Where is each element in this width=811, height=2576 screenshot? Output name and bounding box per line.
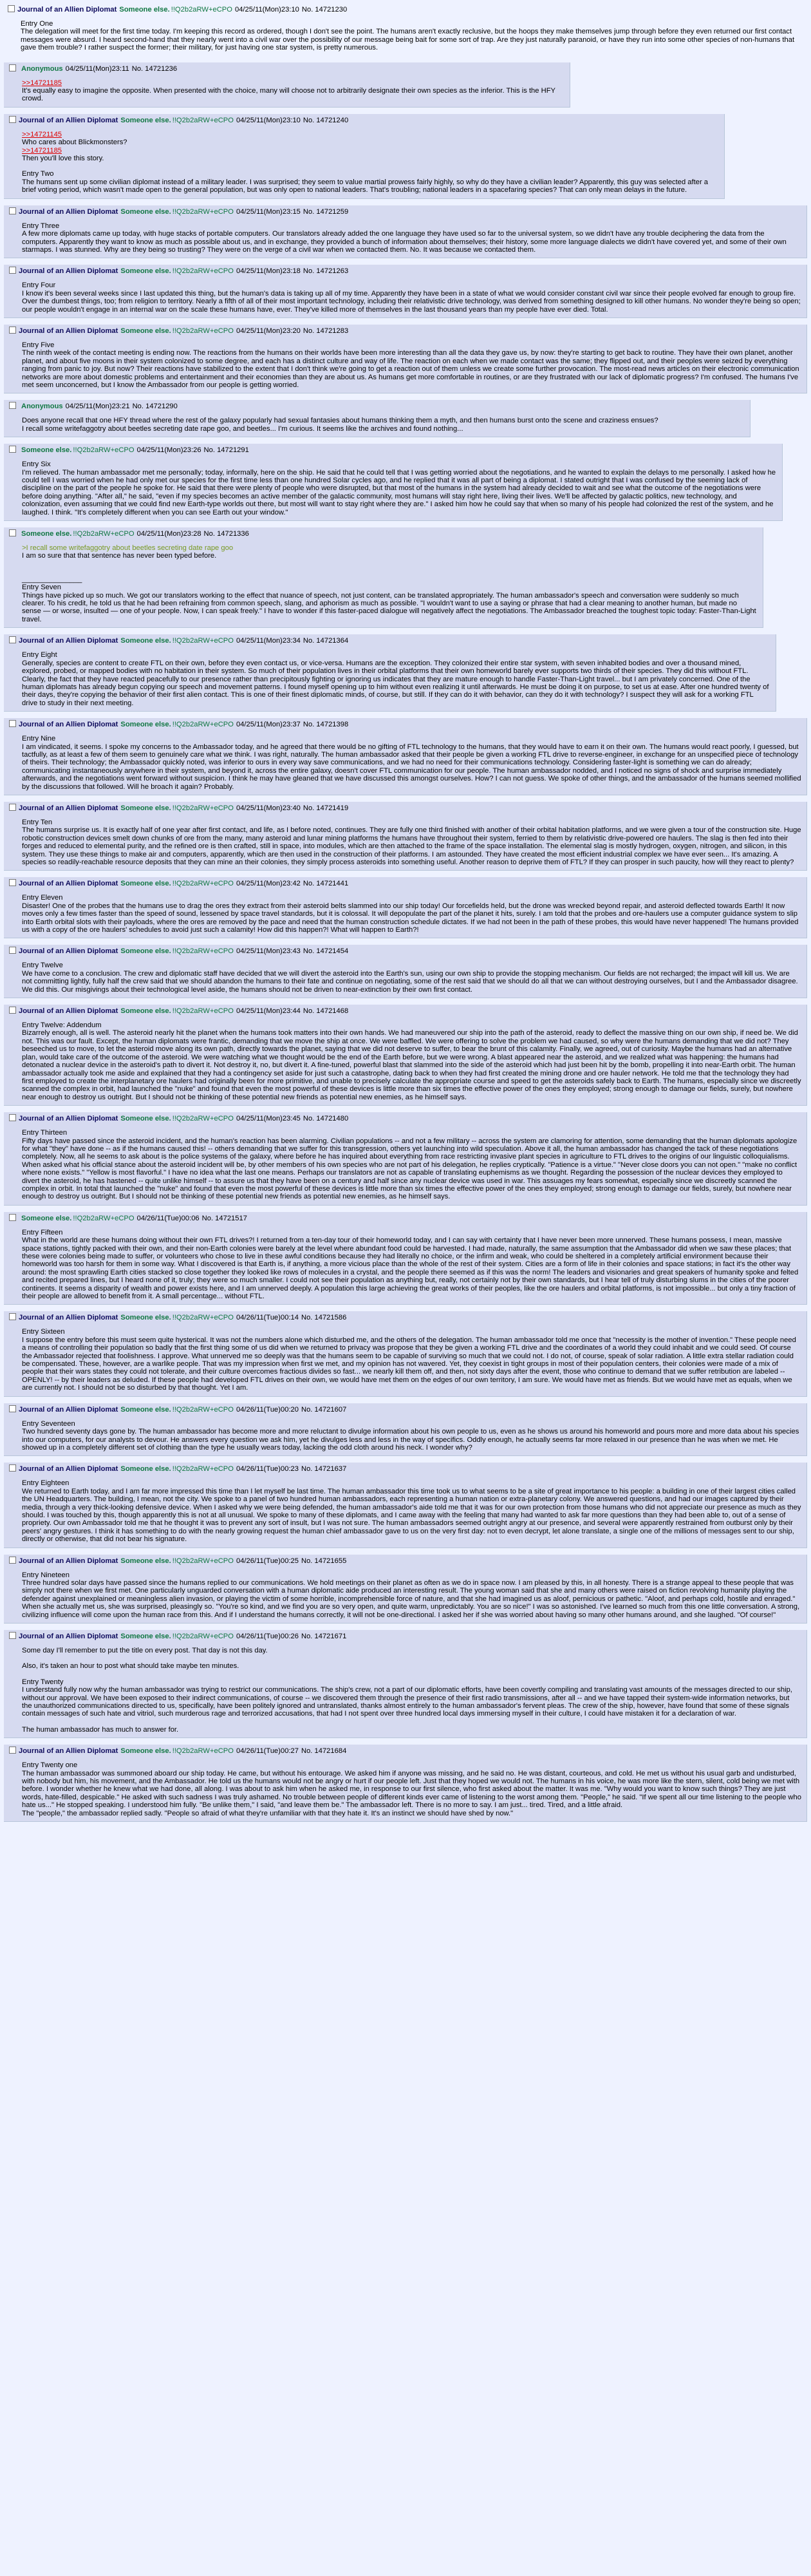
post-text-line: What in the world are these humans doing without their own FTL drives?! I returned from a ten-day tour of their homeworld today, and I can say with certainty that I have never been more unnerved. These humans possess, I mean, massive space stations, tightly packed with their own, and their non-Earth colonies were barely at the level where abundant food could be harvested. I had made, naturally, the same assumption that the Ambassador did when we saw these places; that these were colonies being made to suffer, or volunteers who chose to live in these awful conditions because they had literally no choice, or the infirm and weak, who could be sheltered in a completely artificial environment because their homeworld was too harsh for them in some way. What I discovered is that Earth is, if anything, a more vicious place than the whole of the rest of their system. Cities are a form of life in their colonies and space stations; in fact it's the other way around: the most sprawling Earth cities stacked so close together they looked like rows of molecules in a crystal, and the people there seemed as if this was the norm! The leaders and visionaries and great speakers of humanity spoke and felted and recited prepared lines, but I heard none of it, truly; they were so much smaller. I could not see their population as anything but, really, not certainly not by their own standards, but I hear tell of truly disturbing slums in the cities of the poorer continents. It seems a disparity of wealth and power exists here, and I am unnerved deeply. A population this large achieving the great works of their peoples, like the ore haulers and orbital platforms, is not impossible... but only a tiny fraction of their people are allowed to benefit from it. A small percentage... without FTL. [22,1236,801,1301]
post-text-line: Entry Eighteen [22,1479,70,1488]
post-number[interactable]: No. 14721586 [301,1314,347,1322]
post-select-checkbox[interactable] [9,327,16,334]
post-subject: Journal of an Allien Diplomat [19,1747,118,1756]
post-date: 04/25/11(Mon)23:34 [236,637,301,645]
post-header [9,207,801,217]
post-text-line [22,162,719,170]
post-body [22,961,801,994]
post-header [9,1007,801,1016]
post-text-line [22,568,758,576]
post-text-line: The human ambassador was summoned aboard our ship today. He came, but without his entourage. We asked him if anyone was missing, and he said no. He was distant, courteous, and cold. He met us without his usual garb and undisturbed, with nobody but him, his movement, and the Ambassador. He told us the humans would not be angry or hurt if our people left. Just that they hoped we would not. The humans in his voice, he was more like the stern, silent, cold being we met with before. I wonder whether he knew what we had done, all along. I was about to ask him when he asked me, in response to our first silence, who first asked about the matter. It was me. "Why would you want to know such things? They are just words, hate-filled, despicable." He asked with such sadness I was truly ashamed. No trouble between people of different kinds ever came of listening to the worst among them. "People," he said. "If we spent all our time listening to the people who hate us..." He stopped speaking. I understood him fully. "Be unlike them," I said, "and leave them be." The ambassador left. There is no more to say. I am just... tired. Tired, and a little afraid. [22,1769,804,1810]
post-header [9,1747,801,1756]
post-number[interactable]: No. 14721263 [303,267,349,276]
post-number[interactable]: No. 14721290 [132,402,178,411]
post-body [22,1328,801,1392]
post-date: 04/25/11(Mon)23:28 [136,530,201,538]
post-select-checkbox[interactable] [9,1464,16,1472]
post-text-line [22,1654,801,1662]
post-body [21,20,803,52]
post-select-checkbox[interactable] [9,116,16,123]
post-date: 04/26/11(Tue)00:23 [236,1465,299,1473]
post-subject: Journal of an Allien Diplomat [19,804,118,812]
post-text-line: Entry Five [22,341,55,349]
post-subject: Journal of an Allien Diplomat [19,1115,118,1123]
post-text-line: Entry Eleven [22,894,63,902]
post-header [9,529,758,539]
post-date: 04/26/11(Tue)00:27 [236,1747,299,1756]
post-date: 04/26/11(Tue)00:26 [236,1633,299,1640]
post-date: 04/25/11(Mon)23:42 [236,880,301,888]
poster-name: Someone else. [119,6,170,14]
post-body [22,894,801,934]
post-body [22,1479,801,1543]
post [4,945,807,998]
post-subject: Journal of an Allien Diplomat [19,1557,118,1565]
poster-name: Someone else. [21,446,72,455]
post-number[interactable]: No. 14721291 [203,446,249,455]
post [4,718,807,795]
post-number[interactable]: No. 14721671 [301,1633,347,1640]
post [4,400,750,437]
post-text-line: Entry Twelve: Addendum [22,1021,102,1030]
post-number[interactable]: No. 14721441 [303,880,349,888]
post-header [9,720,801,730]
poster-tripcode: !!Q2b2aRW+eCPO [172,721,234,729]
post-number[interactable]: No. 14721480 [303,1115,349,1123]
post-subject: Journal of an Allien Diplomat [19,1007,118,1016]
post [4,1005,807,1106]
post-text-line: Entry Seventeen [22,1419,75,1428]
post [4,1630,807,1738]
post-select-checkbox[interactable] [9,529,16,536]
post [4,444,783,521]
post-body [22,819,801,866]
post-number[interactable]: No. 14721240 [303,116,349,124]
poster-tripcode: !!Q2b2aRW+eCPO [172,1007,234,1016]
post-text-line: The human ambassador has much to answer for. [22,1725,179,1734]
post-number[interactable]: No. 14721283 [303,327,349,335]
post-text-line: Entry Twenty one [22,1761,78,1770]
post [4,1463,807,1548]
post [4,325,807,393]
post-number[interactable]: No. 14721336 [203,530,249,538]
post-text-line: Fifty days have passed since the asteroid incident, and the human's reaction has been alarming. Civilian populations -- and not a few military -- across the system are clamoring for attention, some demanding that the human diplomats apologize for what "they" have done -- as if the humans caused this! -- others demanding that we suffer for this transgression, others yet launching into wild speculation. Above it all, the human ambassador has changed the tack of these negotiations completely. Now, all he seems to ask about is the police systems of the galaxy, where before he has inquired about everything from race restricting invasive plant species in agriculture to FTL drives to the origins of our linguistic colloquialisms. When asked what his official stance about the asteroid incident will be, by other members of his own species who are not part of his delegation, he replies cryptically. "Patience is a virtue." "Never close doors you can not open." "make no conflict where none exists." "Yellow is most flavorful." I have no idea what the last one means. Perhaps our translators are not as capable of translating euphemisms as we thought. Regarding the possession of the nuclear devices they employed to divert the asteroid, he has hastened -- quite unlike himself -- to assure us that they have been on a century and half since any nuclear device was used in war. This assuages my fears somewhat, especially since we discreetly scanned the complex in orbit. In total that launched the "nuke" and found that even the most powerful of these devices is little more than six times the effective power of the ones they employed; strong enough to damage our fields, surely, but nowhere near enough to destroy us outright. But I should not be thinking of these potential new friends as potential new enemies, as he himself says. [22,1137,799,1201]
post-text-line: Who cares about Blickmonsters? [22,138,127,147]
poster-tripcode: !!Q2b2aRW+eCPO [171,6,232,14]
post-body [22,222,801,254]
post-select-checkbox[interactable] [9,1405,16,1412]
quote-link[interactable]: >>14721145 [22,130,62,138]
post-subject: Journal of an Allien Diplomat [19,1465,118,1473]
post-number[interactable]: No. 14721468 [303,1007,349,1016]
post-text-line: Also, it's taken an hour to post what should take maybe ten minutes. [22,1662,239,1671]
poster-tripcode: !!Q2b2aRW+eCPO [172,1557,234,1565]
post-date: 04/25/11(Mon)23:21 [65,402,130,411]
post-text-line: The delegation will meet for the first time today. I'm keeping this record as ordered, though I don't see the point. The humans aren't exactly reclusive, but the hoops they make themselves jump through before they even returned our first contact messages were absurd. I heard second-hand that they nearly went into a civil war over the possibility of our message being bait for some sort of trap. Are they just naturally paranoid, or have they run into some other species of non-humans that gave them trouble? I rather suspect the former; their military, for just having one star system, is pretty numerous. [21,28,797,52]
post-body [22,1229,801,1301]
post-text-line: We returned to Earth today, and I am far more impressed this time than I let myself be last time. The human ambassador this time took us to what seems to be a site of great importance to his people: a building in one of their largest cities called the UN Headquarters. The building, I mean, not the city. We spoke to a panel of two hundred human ambassadors, each representing a human nation or extra-planetary colony. We answered questions, and had our images captured by their media, through a very thick-looking defensive device. When I asked why we were being defended, the human ambassador's aide told me that it was for our own protection from those humans who did not appreciate our presence as much as they should. I was touched by this, though apparently this is not at all unusual. We spoke to many of these diplomats, and I came away with the feeling that many had wanted to ask far more questions than they had been able to, out of a sense of propriety. Our own Ambassador told me that he thought it was to prevent any sort of insult, but I was not sure. The human ambassadors seemed outright angry at our presence, and several were apparently restrained from outburst only by their peers' angry gestures. I think it has something to do with the nearly growing request the human chief ambassador gave to us on the very first day: not to even decrypt, let alone translate, a single one of the millions of messages sent to our ship, directly or otherwise, that did not bear his signature. [22,1487,803,1544]
post-text-line: Generally, species are content to create FTL on their own, before they even contact us, or vice-versa. Humans are the exception. They colonized their entire star system, with seven inhabited bodies and over a thousand mined, explored, probed, or mapped bodies with no habitation in their system. So much of their population lives in their orbital platforms that their own homeworld barely ever supports two thirds of their species. They did this without FTL. Clearly, the fact that they have reacted peacefully to our presence rather than precipitously fighting or ignoring us indicates that they are mature enough to handle Faster-Than-Light travel... but I am privately concerned. One of the human diplomats has already begun copying our speech and movement patterns. I found myself opening up to him without even realizing it until afterwards. He must be doing it on purpose, to set us at ease. After one hundred twenty of their days, they're copying the behavior of their first alien contact. This is one of their finest diplomatic minds, of course, but still. If they can do it with behavior, can they do it with technology? I suspect they will ask for a working FTL drive to study in their next meeting. [22,659,771,707]
post-select-checkbox[interactable] [8,5,15,12]
post-date: 04/26/11(Tue)00:25 [236,1557,299,1565]
post-subject: Journal of an Allien Diplomat [19,207,118,216]
post-text-line: Entry Twenty [22,1678,64,1686]
poster-tripcode: !!Q2b2aRW+eCPO [172,1747,234,1756]
poster-name: Someone else. [120,1115,171,1123]
poster-tripcode: !!Q2b2aRW+eCPO [172,116,234,124]
post-number[interactable]: No. 14721684 [301,1747,347,1756]
post-text-line: The "people," the ambassador replied sadly. "People so afraid of what they're unfamiliar with that they hate it. It's an instinct we should have shed by now." [22,1809,514,1817]
quote-link[interactable]: >>14721185 [22,79,62,87]
post-date: 04/25/11(Mon)23:11 [65,64,129,73]
post-header [9,402,745,412]
poster-name: Someone else. [21,1214,72,1222]
post-header [9,1313,801,1323]
poster-tripcode: !!Q2b2aRW+eCPO [172,1465,234,1473]
poster-tripcode: !!Q2b2aRW+eCPO [172,880,234,888]
poster-name: Someone else. [120,804,171,812]
post-text-line [22,1718,801,1726]
post-text-line [22,1671,801,1678]
post-date: 04/26/11(Tue)00:06 [136,1214,200,1222]
poster-tripcode: !!Q2b2aRW+eCPO [73,446,135,455]
post-date: 04/25/11(Mon)23:20 [236,327,301,335]
post-text-line: Does anyone recall that one HFY thread where the rest of the galaxy popularly had sexual fantasies about humans thinking them a myth, and then humans burst onto the scene and craziness ensues? [22,417,658,425]
post-text-line: Entry Four [22,281,56,290]
post-header [9,267,801,276]
poster-name: Someone else. [120,947,171,956]
post-subject: Journal of an Allien Diplomat [19,267,118,276]
post [4,114,725,199]
post-select-checkbox[interactable] [9,1214,16,1221]
post-text-line: Entry Nine [22,735,56,743]
poster-name: Someone else. [120,1633,171,1640]
post-select-checkbox[interactable] [9,1007,16,1014]
post-body [22,79,564,103]
poster-tripcode: !!Q2b2aRW+eCPO [172,1115,234,1123]
post-header [9,1632,801,1642]
post-text-line: Entry Sixteen [22,1328,65,1336]
greentext-line: >I recall some writefaggotry about beetles secreting date rape goo [22,544,234,553]
poster-name: Someone else. [120,327,171,335]
post-select-checkbox[interactable] [9,402,16,409]
post-text-line: Entry Seven [22,583,61,592]
post-text-line: Bizarrely enough, all is well. The asteroid nearly hit the planet when the humans took matters into their own hands. We had maneuvered our ship into the path of the asteroid, ready to deflect the massive thing on our own ship, if need be. We did not. This was our fault. Except, the human diplomats were frantic, demanding that we move the ship at once. We were baffled. We were offering to solve the problem we had caused, so why were the humans demanding that we did not? They beseeched us to move, to let the asteroid move along its own path, directly towards the planet, saying that we did not deserve to suffer, to bear the brunt of this calamity. Finally, we agreed, out of curiosity. Maybe the humans had an alternative plan, would take care of the outcome of the asteroid. We were watching what we thought would be the end of the Earth before, but we were wrong. A blast appeared near the asteroid, and we realized what was happening: the humans had detonated a nuclear device in the asteroid's path to divert it. Not destroy it, no, but divert it. A fine-tuned, powerful blast that slammed into the side of the asteroid which had just been hit by the bomb, propelling it into near-Earth orbit. The human ambassador actually took me aside and explained that they had a contingency set aside for just such a catastrophe, dating back to when they had first created the mining drone and ore hauler network. He told me that the technology they had first employed to create the interplanetary ore haulers had originally been for more primitive, and unable to precisely calculate the appropriate course and speed to get the asteroids safely back to Earth. The humans, especially since we discreetly scanned the complex in orbit, had launched the "nuke" and found that even the most powerful of these devices is little more than six times the effective power of the ones they employed; strong enough to damage our fields, surely, but nowhere near enough to destroy us outright. But I should not be thinking of these potential new friends as potential new enemies, as he himself says. [22,1029,803,1101]
post-date: 04/25/11(Mon)23:40 [236,804,301,812]
poster-tripcode: !!Q2b2aRW+eCPO [73,530,135,538]
post-number[interactable]: No. 14721419 [303,804,349,812]
post-body [22,1647,801,1734]
post-header [9,636,770,646]
post-body [22,341,801,389]
post-number[interactable]: No. 14721637 [301,1465,347,1473]
post-select-checkbox[interactable] [9,446,16,453]
post-date: 04/25/11(Mon)23:10 [236,116,301,124]
post-select-checkbox[interactable] [9,804,16,811]
post-select-checkbox[interactable] [9,636,16,643]
poster-name: Someone else. [120,116,171,124]
poster-name: Anonymous [21,64,63,73]
post-text-line: Entry Thirteen [22,1129,68,1137]
post [4,265,807,318]
post-text-line: Disaster! One of the probes that the humans use to drag the ores they extract from their asteroid belts slammed into our ship today! Our forcefields held, but the drone was wrecked beyond repair, and asteroid deflected towards Earth! It now moves only a few times faster than the speed of sound, lessened by space travel standards, but it is colossal. It will depopulate the part of the planet it hits, surely. I am told that the probes and ore-haulers use a computer guidance system to slip into Earth orbital slots with their payloads, where the ores are removed by the pace and need that the human construction schedule dictates. If we had not been in the path of these probes, this would have never happened! The humans provided us with a copy of the ore haulers' schedules to avoid just such a calamity! How did this happen?! What will happen to Earth?! [22,902,801,934]
poster-name: Someone else. [120,1314,171,1322]
post-number[interactable]: No. 14721259 [303,207,349,216]
poster-tripcode: !!Q2b2aRW+eCPO [172,947,234,956]
post-text-line: The humans surprise us. It is exactly half of one year after first contact, and life, as I before noted, continues. They are fully one third finished with another of their orbital habitation platforms, and we were given a tour of the construction site. Huge robotic construction devices smelt down chunks of ore from the many, many asteroid and lunar mining platforms the humans have throughout their system, ferried to them by relativistic drive-powered ore haulers. The slag is then fed into their forges and reduced to elemental purity, and the refined ore is then crafted, still in space, into modules, which are then attached to the frame of the space installation. The elemental slag is mostly hydrogen, oxygen, nitrogen, and silicon, in this system. They use these things to make air and computers, apparently, which are then used in the construction of their platforms. I am astounded. They have created the most efficient industrial complex we have ever seen... It's amazing. A species so readily-reachable resource deposits that they can mine an their colonies, they simply process asteroids into something useful. Another reason to deprive them of FTL? If they can prosper in such paucity, how will they react to plenty? [22,826,803,866]
post-body [22,1420,801,1452]
post [4,1212,807,1305]
post [4,527,763,628]
post-select-checkbox[interactable] [9,1313,16,1320]
post-header [8,5,803,15]
post-text-line: Three hundred solar days have passed since the humans replied to our communications. We hold meetings on their planet as often as we do in space now. I am pleased by this, in all honesty. There is a strange appeal to these people that was simply not there when we first met. One particularly unguarded conversation with a human diplomatic aide produced an interesting result. The young woman said that she and many others were raised on fiction revolving humanity playing the defender against unexplained or meaningless alien invasion, or playing the victim of some horrible, incomprehensible force of nature, and that she had imagined us as aloof, pernicious or pathetic. "Aloof, and perhaps cold, hostile and enraged." When she actually met us, she was surprised, pleasingly so. "You're so kind, and we find you are so very open, and quite warm, unpredictably. You are so nice!" I was so astonished. I've learned so much from this one little conversation. A strong, civilizing influence will come upon the human race from this. And if I understand the humans correctly, it will not be one-directional. I asked her if she was worried about having so many other humans around, and she laughed. "Of course!" [22,1578,802,1619]
post-header [9,1214,801,1224]
post-date: 04/25/11(Mon)23:18 [236,267,301,276]
post-text-line: Then you'll love this story. [22,155,104,163]
post [4,634,776,712]
post-text-line: Entry Two [22,170,54,178]
post-select-checkbox[interactable] [9,267,16,274]
post [4,1112,807,1206]
post-select-checkbox[interactable] [9,720,16,727]
post-text-line: Things have picked up so much. We got our translators working to the effect that nuance of speech, not just content, can be translated appropriately. The human ambassador's speech and conversation were suddenly so much clearer. To his credit, he told us that he had been refraining from common speech, slang, and aphorism as much as possible. "I wouldn't want to use a saying or phrase that had a clear meaning to another human, but made no sense — or worse, insulted — one of your people. Now, I can speak freely." I have to wonder if this faster-paced dialogue will negatively affect the negotiations. The Ambassador breached the toughest topic today: Faster-Than-Light travel. [22,591,758,623]
post-select-checkbox[interactable] [9,1557,16,1564]
post-text-line: Entry Ten [22,818,53,826]
post-subject: Journal of an Allien Diplomat [19,880,118,888]
post-select-checkbox[interactable] [9,64,16,71]
post-body [22,1021,801,1101]
poster-tripcode: !!Q2b2aRW+eCPO [172,637,234,645]
post [4,1555,807,1624]
poster-name: Someone else. [21,530,72,538]
post-subject: Journal of an Allien Diplomat [19,721,118,729]
post-header [9,116,719,126]
post-text-line: A few more diplomats came up today, with huge stacks of portable computers. Our translators already added the one language they have used so far to the universal system, so we didn't have any trouble deciphering the data from the computers. Apparently they want to know as much as possible about us, and in exchange, they provided a bunch of information about themselves; their history, some more language dialects we didn't have covered yet, and some of their own starmaps. I was stunned. Why are they being so trusting? They were on the verge of a civil war when we contacted them. No. It was because we contacted them. [22,230,788,254]
post-text-line: Entry Twelve [22,961,63,970]
post-text-line: Entry Three [22,222,60,230]
post-text-line: Entry Nineteen [22,1571,70,1579]
post-subject: Journal of an Allien Diplomat [19,116,118,124]
post [4,1745,807,1822]
poster-name: Someone else. [120,637,171,645]
post-select-checkbox[interactable] [9,1114,16,1121]
post-body [22,544,758,623]
post-select-checkbox[interactable] [9,879,16,886]
poster-name: Someone else. [120,1557,171,1565]
post-body [22,1761,804,1817]
poster-tripcode: !!Q2b2aRW+eCPO [73,1214,135,1222]
poster-tripcode: !!Q2b2aRW+eCPO [172,1314,234,1322]
post-number[interactable]: No. 14721607 [301,1405,347,1414]
post-text-line: I'm relieved. The human ambassador met me personally; today, informally, here on the ship. He said that he could tell that I was getting worried about the negotiations, and he wanted to explain the delays to me personally. I asked how he could tell I was worried when he had only met our species for the first time less than one hundred Solar cycles ago, and he replied that it was all part of being a diplomat. I stated outright that I was confused by the seeming lack of discipline on the part of the people he spoke for. He said that there were plenty of people who were disrupted, but that most of the humans in the system had already decided to wait and see what the outcome of the negotiations were before doing anything. "After all," he said, "even if my species becomes an active member of the galactic community, most humans will stay right here, living their lives. We'll be affected by galactic politics, new technology, and colonization, even assuming that we could find new Earth-type worlds out there, but most will want to stay right where they are." I asked him how he could say that when so many of his people had colonized the rest of the system, and he laughed. I think. "It's completely different when you can see Earth out your window." [22,468,778,516]
post-body [22,1571,801,1619]
post-subject: Journal of an Allien Diplomat [19,947,118,956]
post-text-line: I suppose the entry before this must seem quite hysterical. It was not the numbers alone which disturbed me, and the others of the delegation. The human ambassador told me once that "necessity is the mother of invention." These people need a means of controlling their population so badly that the first thing some of us did when we returned to privacy was propose that they be given a working FTL drive and the coordinates of a world they could inhabit and we could seed. Of course the Ambassador rejected that foolishness. I approve. What unnerved me so deeply was that the humans seem to be capable of surviving so much that we could not. I do not, of course, speak of solar radiation. A little extra stellar radiation could be compensated. These, however, are a warlike people. That was my impression when first we met, and my opinion has not wavered. Yet, they coexist in tight groups in most of their population centers, their colonies were made of a mix of people that their wars states they could not tolerate, and their culture overcomes fractious divides so fast... we nearly kill them off, and then, not sixty days after the event, those who continue to demand that we suffer retribution are labeled -- OPENLY! -- by their leaders as deluded. If these people had developed FTL drives on their own, we would have met them on the edges of our own territory, I am sure. We would have met as friends. But we would have met as equals, when we are currently not. I should not be so disturbed by that thought. Yet I am. [22,1336,798,1392]
poster-name: Someone else. [120,1405,171,1414]
post-text-line: We have come to a conclusion. The crew and diplomatic staff have decided that we will divert the asteroid into the Earth's sun, using our own ship to provide the stopping mechanism. Our fields are not recharged; the impact will kill us. We are not committing lightly, fully half the crew said that we should abandon the humans to their fate and continue on negotiating, some of the rest said that we should do all that we can without destroying ourselves, but I and the Ambassador disagree. We did this. Our misgivings about their technological level aside, the humans should not be driven to near-extinction by their own first contact. [22,969,800,994]
post-subject: Journal of an Allien Diplomat [19,1633,118,1640]
post-select-checkbox[interactable] [9,947,16,954]
post-text-line: I recall some writefaggotry about beetles secreting date rape goo, and beetles... I'm curious. It seems like the archives and found nothing... [22,424,463,433]
post-text-line: I understand fully now why the human ambassador was trying to restrict our communications. The ship's crew, not a part of our diplomatic efforts, have been covertly compiling and translating vast amounts of the messages directed to our ship, without our approval. We have been exposed to their indirect communications, of course -- we discovered them through the presence of their first radio transmissions, after all -- and we have tapped their system-wide information networks, but the unauthorized communications directed to us, specifically, have been politely ignored and untranslated, thanks almost entirely to the human ambassador's fervent pleas. The crew of the ship, however, have found that some of these signals contain messages of such hate and vitriol, such murderous rage and terrorized accusations, that had I not spent over three hundred local days immersing myself in their culture, I could have mistaken it for a declaration of war. [22,1686,795,1718]
post-text-line: Some day I'll remember to put the title on every post. That day is not this day. [22,1647,268,1654]
poster-tripcode: !!Q2b2aRW+eCPO [172,267,234,276]
post-body [22,735,801,791]
post [4,1311,807,1396]
post-body [22,1129,801,1201]
post-number[interactable]: No. 14721230 [301,6,348,14]
poster-tripcode: !!Q2b2aRW+eCPO [172,1633,234,1640]
post-number[interactable]: No. 14721454 [303,947,349,956]
post-header [9,446,777,455]
post-header [9,64,564,74]
post-date: 04/26/11(Tue)00:14 [236,1314,299,1322]
post-select-checkbox[interactable] [9,1632,16,1639]
post-text-line: The ninth week of the contact meeting is ending now. The reactions from the humans on their worlds have been more interesting than all the data they gave us, by now: they're starting to get back to routine. They have their own planet, another planet, and about five moons in their system colonized to some degree, and each has a distinct culture and way of life. The reaction on each when we made contact was the same; they flipped out, and their peoples were seized by everything ranging from panic to joy. But now? Their reactions have stabilized to the extent that I don't think we're going to get a reaction out of them unless we create some further provocation. The most-read news articles on their electronic communication networks are more about domestic problems and entertainment and their economies than they are about us. As humans get more comfortable in routines, or are they frustrated with our lack of diplomatic progress? I'm confused. The humans I've met seem unconcerned, but I know the Ambassador from our people is getting worried. [22,349,801,389]
post-date: 04/25/11(Mon)23:26 [136,446,201,455]
post-select-checkbox[interactable] [9,1747,16,1754]
post-text-line: I am vindicated, it seems. I spoke my concerns to the Ambassador today, and he agreed that there would be no gifting of FTL technology to the humans, that they would have to earn it on their own. The humans would react poorly, I guessed, but tactfully, as at least a few of them seem to genuinely care what we think. I was right, naturally. The human ambassador asked that their people be given a working FTL drive to reverse-engineer, in exchange for an unspecified piece of technology of theirs. Their technology; the Ambassador quickly noted, was inferior to ours in every way save communications, and we had no need for their communications technology. Considering faster-light is something we can do already; communicating instantaneously anywhere in their system, and beyond it, across the entire galaxy, doesn't cover FTL communication for our people. The human ambassador nodded, and I noticed no signs of shock and surprise immediately afterwards, and the negotiations went forward without suspicion. I think he may have gleaned that we have discussed this amongst ourselves. How? I can not guess. We spoke of other things, and the ambassador of the humans seemed mollified by the discussions that followed. Will he broach it again? Probably. [22,743,803,791]
post-text-line: Entry One [21,20,53,28]
post-date: 04/25/11(Mon)23:44 [236,1007,301,1016]
post [4,1403,807,1457]
post-body [22,460,777,516]
post-subject: Journal of an Allien Diplomat [19,327,118,335]
post [4,802,807,871]
post-header [9,1557,801,1566]
poster-tripcode: !!Q2b2aRW+eCPO [172,1405,234,1414]
poster-name: Someone else. [120,267,171,276]
post-select-checkbox[interactable] [9,207,16,214]
post-text-line: Entry Six [22,460,51,469]
poster-name: Someone else. [120,880,171,888]
post-header [9,879,801,889]
poster-name: Someone else. [120,1007,171,1016]
poster-tripcode: !!Q2b2aRW+eCPO [172,804,234,812]
post-number[interactable]: No. 14721655 [301,1557,347,1565]
post-text-line: It's equally easy to imagine the opposite. When presented with the choice, many will choose not to arbitrarily designate their own species as the inferior. This is the HFY crowd. [22,87,557,103]
post-text-line [22,560,758,568]
post [4,877,807,938]
post-number[interactable]: No. 14721364 [303,637,349,645]
post-number[interactable]: No. 14721398 [303,721,349,729]
post-date: 04/25/11(Mon)23:43 [236,947,301,956]
post [4,205,807,259]
post-body [22,651,770,707]
post [4,4,807,56]
post-date: 04/26/11(Tue)00:20 [236,1405,299,1414]
poster-tripcode: !!Q2b2aRW+eCPO [172,327,234,335]
poster-name: Someone else. [120,721,171,729]
post [4,62,570,108]
post-date: 04/25/11(Mon)23:15 [236,207,301,216]
post-date: 04/25/11(Mon)23:37 [236,721,301,729]
poster-name: Someone else. [120,207,171,216]
post-date: 04/25/11(Mon)23:10 [234,6,299,14]
post-text-line: _______________ [22,575,82,583]
post-number[interactable]: No. 14721236 [131,64,178,73]
post-header [9,1114,801,1124]
post-subject: Journal of an Allien Diplomat [19,637,118,645]
post-number[interactable]: No. 14721517 [201,1214,247,1222]
poster-name: Anonymous [21,402,63,411]
poster-name: Someone else. [120,1747,171,1756]
post-body [22,131,719,194]
post-text-line: Entry Eight [22,651,57,659]
post-header [9,1405,801,1415]
post-header [9,804,801,813]
post-text-line: The humans sent up some civilian diplomat instead of a military leader. I was surprised; they seem to value martial prowess fairly highly, so why do they have a civilian leader? Apparently, this guy was selected after a brief voting period, which wasn't made open to the general population, but was only open to national leaders. That's troubling; national leaders in a spacefaring species? That can only mean delays in the future. [22,178,711,194]
post-subject: Journal of an Allien Diplomat [19,1405,118,1414]
poster-tripcode: !!Q2b2aRW+eCPO [172,207,234,216]
post-header [9,327,801,336]
post-body [22,281,801,314]
post-text-line: Two hundred seventy days gone by. The human ambassador has become more and more reluctant to divulge information about his own people to us, even as he shows us around his homeworld and pours more and more data about his species into our computers, for our analysts to devour. He answers every question we ask him, yet he divulges less and less in the way of specifics. Oddly enough, he actually seems far more relaxed in our presence than he was when we met. He showed up in a completely different set of clothing than the type he usually wears today, lacking the odd cloth around his neck. I wonder why? [22,1428,801,1452]
quote-link[interactable]: >>14721185 [22,146,62,155]
post-subject: Journal of an Allien Diplomat [19,1314,118,1322]
post-body [22,417,745,433]
post-text-line: I know it's been several weeks since I last updated this thing, but the human's data is taking up all of my time. Apparently they have been in a state of what we would consider constant civil war since their people evolved far enough to group fire. Over the dumbest things, too; from religion to territory. Nearly a fifth of all of their most important technology, including their relativistic drive technology, was derived from something designed to kill other humans. No wonder they're being so open; our people wouldn't engage in an internal war on the scale these humans have, ever. They've killed more of themselves in the last thousand years than my people have ever died. Total. [22,289,803,314]
post-text-line: Entry Fifteen [22,1228,63,1236]
post-text-line: I am so sure that that sentence has never been typed before. [22,552,217,560]
poster-name: Someone else. [120,1465,171,1473]
post-date: 04/25/11(Mon)23:45 [236,1115,301,1123]
post-header [9,947,801,956]
post-subject: Journal of an Allien Diplomat [17,6,117,14]
post-header [9,1464,801,1474]
